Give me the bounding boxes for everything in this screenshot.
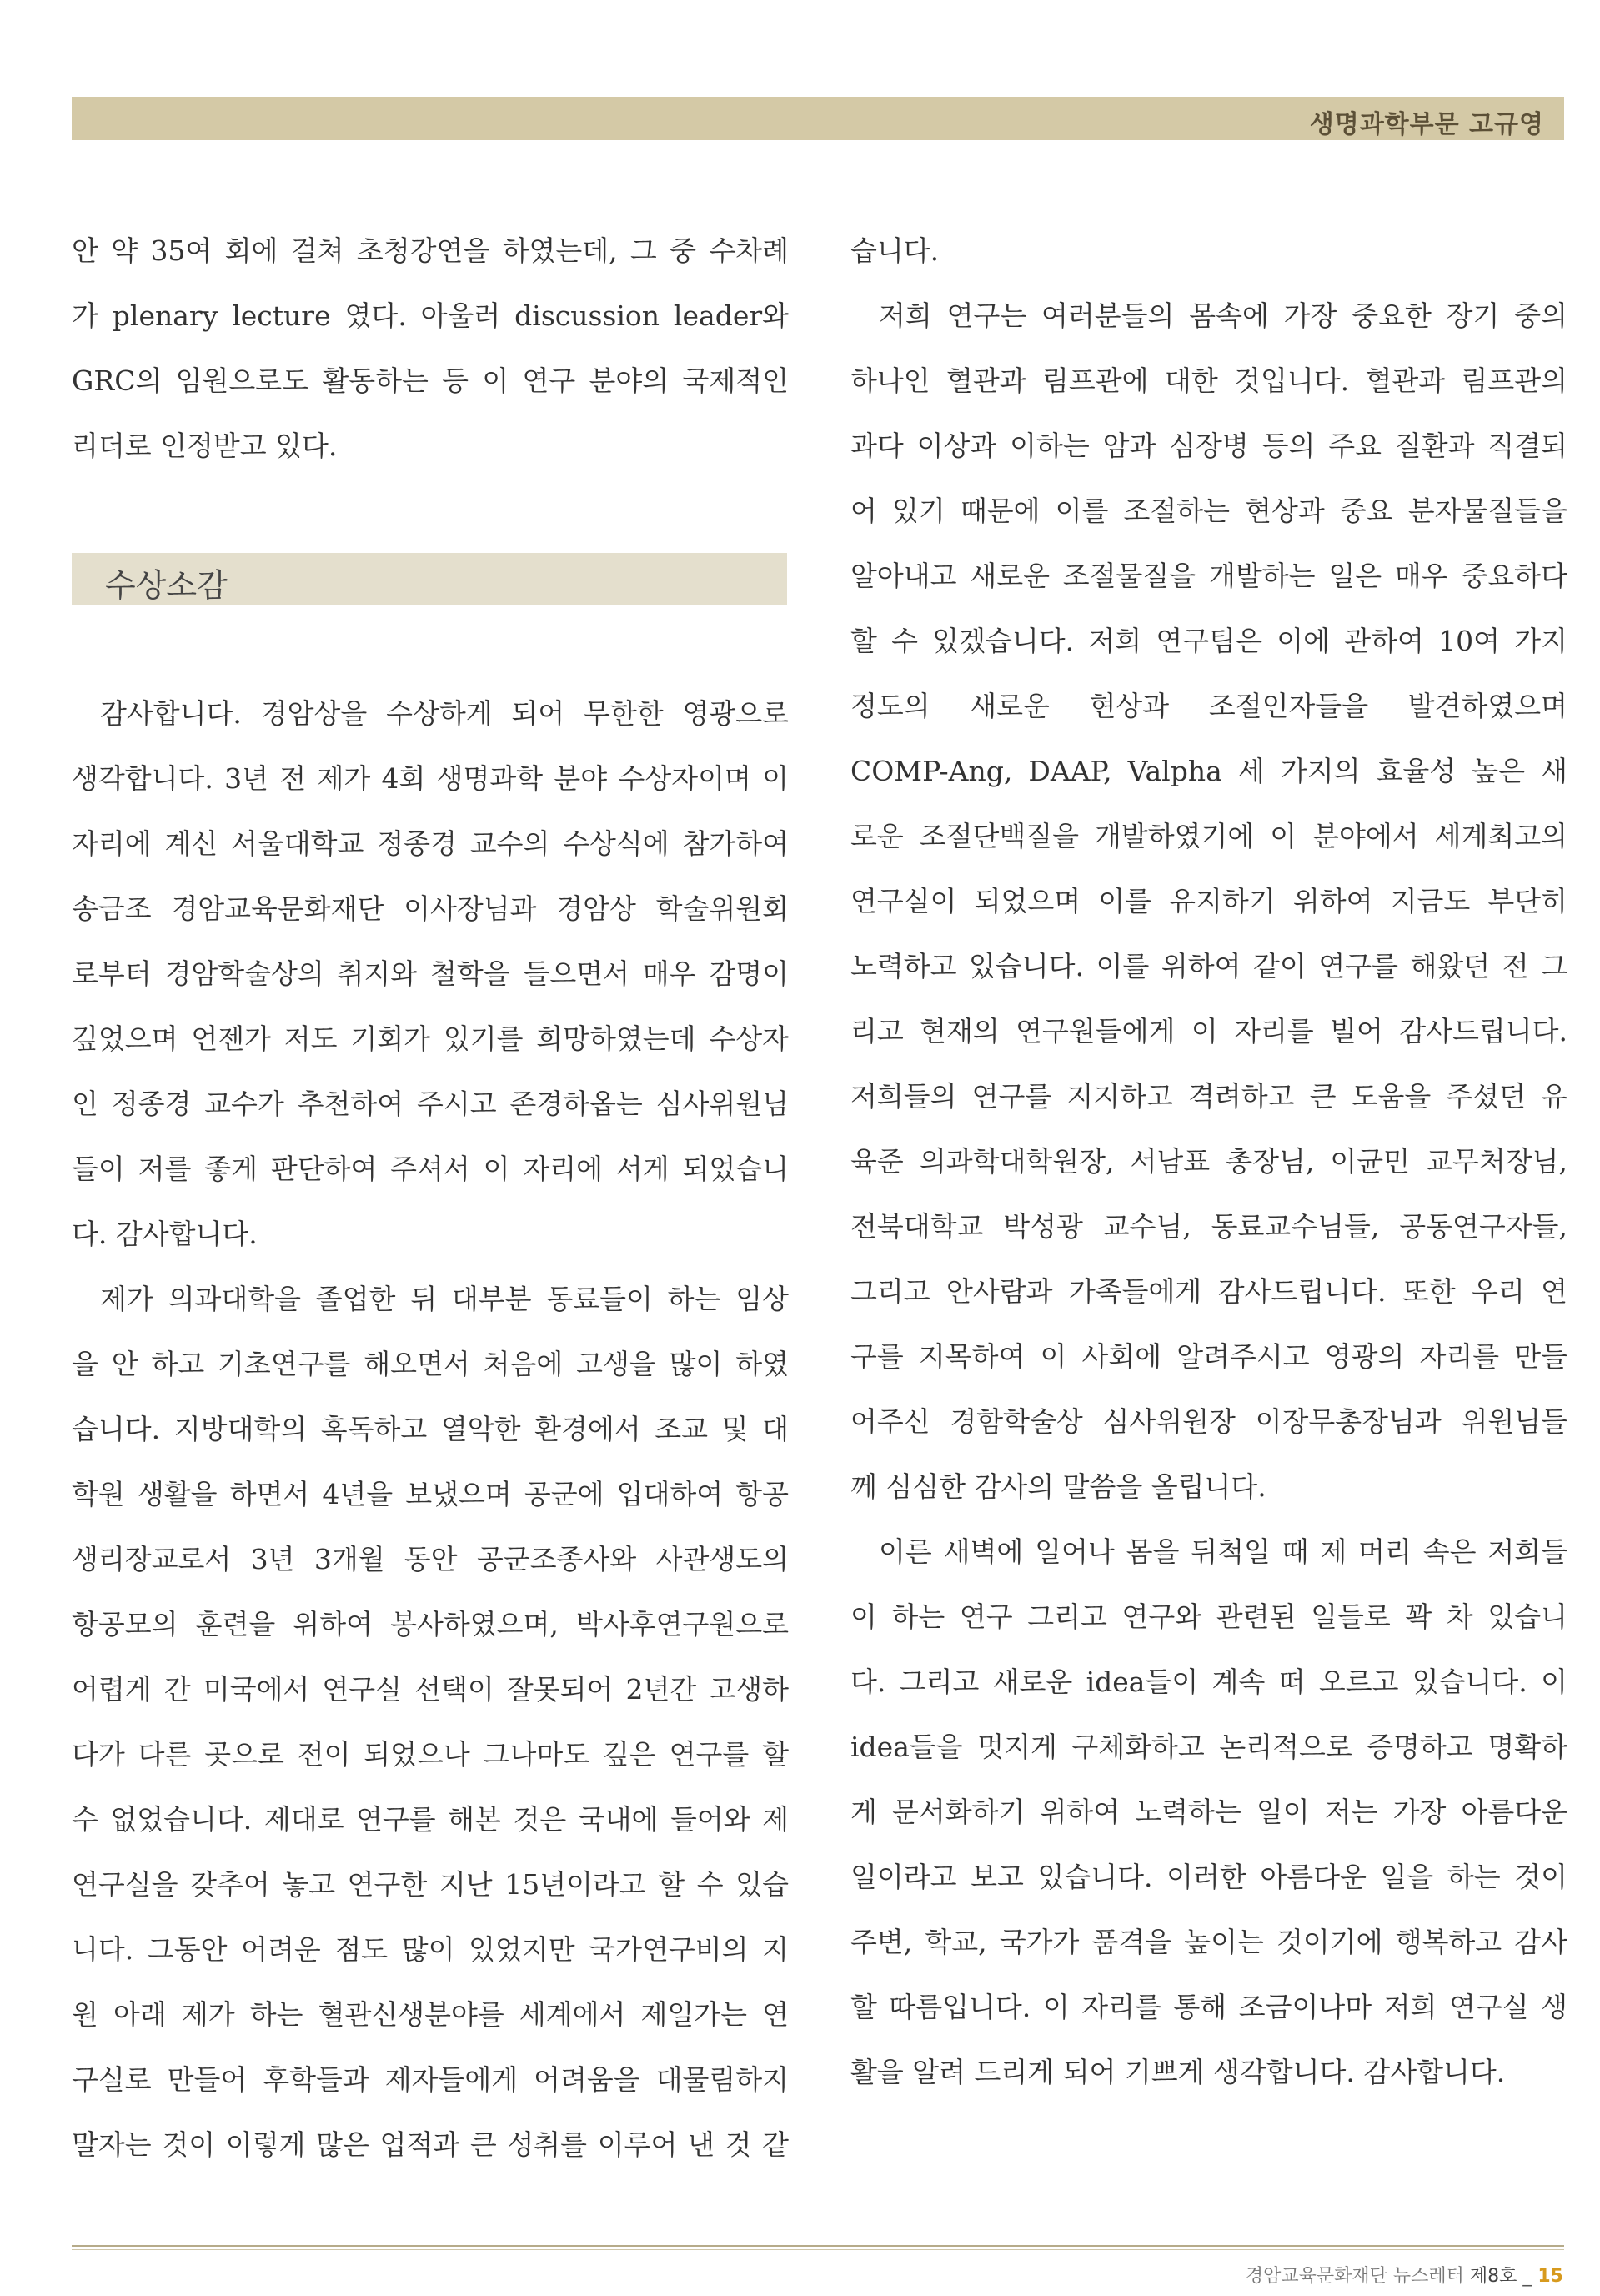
body-line: 과다 이상과 이하는 암과 심장병 등의 주요 질환과 직결되 [850, 430, 1567, 462]
page-number: 15 [1537, 2266, 1563, 2287]
body-line: 리고 현재의 연구원들에게 이 자리를 빌어 감사드립니다. [850, 1015, 1567, 1048]
body-line: 말자는 것이 이렇게 많은 업적과 큰 성취를 이루어 낸 것 같 [72, 2128, 789, 2161]
right-column [850, 219, 1567, 2105]
body-line: 을 안 하고 기초연구를 해오면서 처음에 고생을 많이 하였 [72, 1348, 789, 1380]
body-line: 하나인 혈관과 림프관에 대한 것입니다. 혈관과 림프관의 [850, 364, 1567, 397]
left-column-body [72, 681, 789, 2178]
body-line: 할 따름입니다. 이 자리를 통해 조금이나마 저희 연구실 생 [850, 1991, 1567, 2023]
footer-issue: 제8호 [1469, 2266, 1517, 2287]
body-line: 자리에 계신 서울대학교 정종경 교수의 수상식에 참가하여 [72, 827, 789, 860]
body-line: 할 수 있겠습니다. 저희 연구팀은 이에 관하여 10여 가지 [850, 625, 1567, 657]
body-line: 들이 저를 좋게 판단하여 주셔서 이 자리에 서게 되었습니 [72, 1153, 789, 1185]
body-line: 다. 감사합니다. [72, 1218, 258, 1250]
body-line: 육준 의과학대학원장, 서남표 총장님, 이균민 교무처장님, [850, 1145, 1567, 1178]
body-line: 수 없었습니다. 제대로 연구를 해본 것은 국내에 들어와 제 [72, 1803, 789, 1836]
body-line: 인 정종경 교수가 추천하여 주시고 존경하옵는 심사위원님 [72, 1088, 789, 1120]
footer-rule [72, 2245, 1564, 2247]
body-line: 연구실을 갖추어 놓고 연구한 지난 15년이라고 할 수 있습 [72, 1868, 789, 1901]
section-title: 수상소감 [105, 567, 228, 604]
body-line: 그리고 안사람과 가족들에게 감사드립니다. 또한 우리 연 [850, 1275, 1567, 1308]
body-line: GRC의 임원으로도 활동하는 등 이 연구 분야의 국제적인 [72, 364, 789, 397]
body-line: 전북대학교 박성광 교수님, 동료교수님들, 공동연구자들, [850, 1210, 1567, 1243]
body-line: 감사합니다. 경암상을 수상하게 되어 무한한 영광으로 [100, 697, 789, 730]
body-line: 깊었으며 언젠가 저도 기회가 있기를 희망하였는데 수상자 [72, 1022, 789, 1055]
body-line: idea들을 멋지게 구체화하고 논리적으로 증명하고 명확하 [850, 1731, 1567, 1763]
body-line: 주변, 학교, 국가가 품격을 높이는 것이기에 행복하고 감사 [850, 1926, 1567, 1958]
body-line: 다. 그리고 새로운 idea들이 계속 떠 오르고 있습니다. 이 [850, 1665, 1567, 1698]
body-line: 저희들의 연구를 지지하고 격려하고 큰 도움을 주셨던 유 [850, 1080, 1567, 1113]
body-line: 항공모의 훈련을 위하여 봉사하였으며, 박사후연구원으로 [72, 1608, 789, 1640]
header-author: 생명과학부문 고규영 [1309, 110, 1544, 139]
left-column [72, 219, 789, 479]
body-line: 활을 알려 드리게 되어 기쁘게 생각합니다. 감사합니다. [850, 2056, 1506, 2088]
body-line: 이 하는 연구 그리고 연구와 관련된 일들로 꽉 차 있습니 [850, 1600, 1567, 1633]
footer-separator: _ [1522, 2266, 1532, 2287]
body-line: 안 약 35여 회에 걸쳐 초청강연을 하였는데, 그 중 수차례 [72, 234, 789, 267]
body-line: 알아내고 새로운 조절물질을 개발하는 일은 매우 중요하다 [850, 560, 1567, 592]
body-line: 송금조 경암교육문화재단 이사장님과 경암상 학술위원회 [72, 892, 789, 925]
body-line: 어주신 경함학술상 심사위원장 이장무총장님과 위원님들 [850, 1405, 1567, 1438]
footer-rule [72, 2249, 1564, 2250]
body-line: 학원 생활을 하면서 4년을 보냈으며 공군에 입대하여 항공 [72, 1478, 789, 1510]
body-line: 습니다. 지방대학의 혹독하고 열악한 환경에서 조교 및 대 [72, 1413, 789, 1445]
body-line: 습니다. [850, 234, 940, 267]
body-line: 구를 지목하여 이 사회에 알려주시고 영광의 자리를 만들 [850, 1340, 1567, 1373]
body-line: 연구실이 되었으며 이를 유지하기 위하여 지금도 부단히 [850, 885, 1567, 917]
body-line: 정도의 새로운 현상과 조절인자들을 발견하였으며 [850, 690, 1567, 722]
body-line: 저희 연구는 여러분들의 몸속에 가장 중요한 장기 중의 [879, 299, 1567, 332]
footer [1246, 2262, 1563, 2288]
body-line: 일이라고 보고 있습니다. 이러한 아름다운 일을 하는 것이 [850, 1861, 1567, 1893]
body-line: 다가 다른 곳으로 전이 되었으나 그나마도 깊은 연구를 할 [72, 1738, 789, 1771]
body-line: 리더로 인정받고 있다. [72, 430, 338, 462]
header-bar [72, 97, 1564, 140]
body-line: 제가 의과대학을 졸업한 뒤 대부분 동료들이 하는 임상 [100, 1283, 789, 1315]
body-line: 이른 새벽에 일어나 몸을 뒤척일 때 제 머리 속은 저희들 [879, 1535, 1567, 1568]
body-line: 어렵게 간 미국에서 연구실 선택이 잘못되어 2년간 고생하 [72, 1673, 789, 1706]
body-line: 원 아래 제가 하는 혈관신생분야를 세계에서 제일가는 연 [72, 1998, 789, 2031]
body-line: 어 있기 때문에 이를 조절하는 현상과 중요 분자물질들을 [850, 495, 1567, 527]
body-line: 구실로 만들어 후학들과 제자들에게 어려움을 대물림하지 [72, 2063, 789, 2096]
body-line: 로부터 경암학술상의 취지와 철학을 들으면서 매우 감명이 [72, 957, 789, 990]
section-heading [72, 553, 787, 605]
body-line: 노력하고 있습니다. 이를 위하여 같이 연구를 해왔던 전 그 [850, 950, 1567, 982]
body-line: 께 심심한 감사의 말씀을 올립니다. [850, 1470, 1266, 1503]
body-line: 생리장교로서 3년 3개월 동안 공군조종사와 사관생도의 [72, 1543, 789, 1575]
body-line: 게 문서화하기 위하여 노력하는 일이 저는 가장 아름다운 [850, 1796, 1567, 1828]
body-line: 생각합니다. 3년 전 제가 4회 생명과학 분야 수상자이며 이 [72, 762, 789, 795]
body-line: 가 plenary lecture 였다. 아울러 discussion leader와 [72, 299, 789, 332]
body-line: 로운 조절단백질을 개발하였기에 이 분야에서 세계최고의 [850, 820, 1567, 852]
body-line: COMP-Ang, DAAP, Valpha 세 가지의 효율성 높은 새 [850, 755, 1567, 787]
footer-foundation: 경암교육문화재단 뉴스레터 [1245, 2266, 1464, 2287]
body-line: 니다. 그동안 어려운 점도 많이 있었지만 국가연구비의 지 [72, 1933, 789, 1966]
